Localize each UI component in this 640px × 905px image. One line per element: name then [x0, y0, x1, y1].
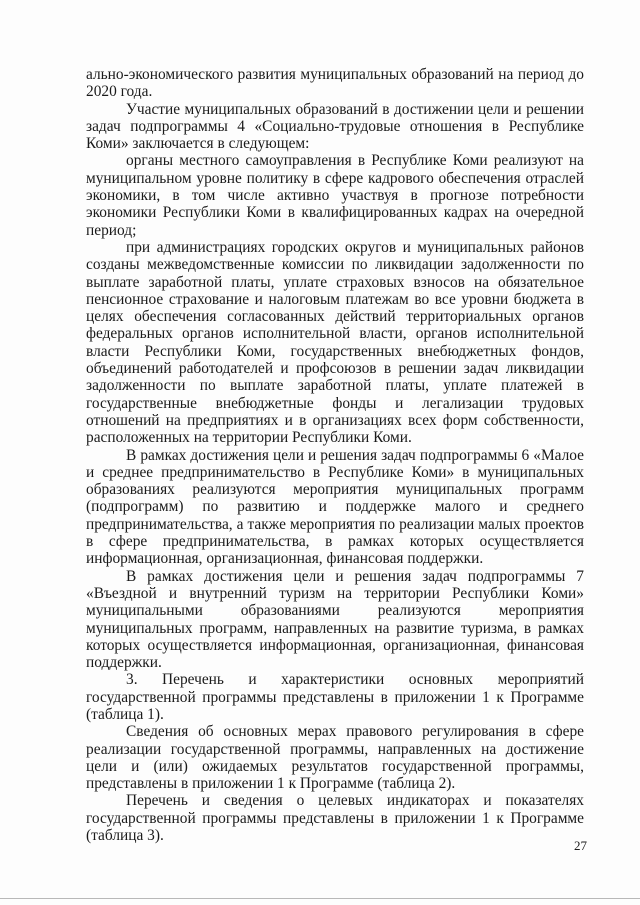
- paragraph-target-indicators: Перечень и сведения о целевых индикаторах и показателях государственной программы представлены в приложении 1 к Программе (таблица 3).: [86, 792, 584, 845]
- paragraph-subprogram-4-intro: Участие муниципальных образований в достижении цели и решении задач подпрограммы 4 «Социально-трудовые отношения в Республике Коми» заключается в следующем:: [86, 100, 584, 153]
- document-body: [86, 66, 584, 844]
- paragraph-wage-arrears-commissions: при администрациях городских округов и муниципальных районов созданы межведомственные комиссии по ликвидации задолженности по выплате заработной платы, уплате страховых взносов на обязательное пенсионное страхование и налоговым платежам во все уровни бюджета в целях обеспечения согласованных действий территориальных органов федеральных органов исполнительной власти, органов исполнительной власти Республики Коми, государственных внебюджетных фондов, объединений работодателей и профсоюзов в решении задач ликвидации задолженности по выплате заработной платы, уплате платежей в государственные внебюджетные фонды и легализации трудовых отношений на предприятиях и в организациях всех форм собственности, расположенных на территории Республики Коми.: [86, 238, 584, 447]
- paragraph-continuation: ально-экономического развития муниципальных образований на период до 2020 года.: [86, 66, 584, 101]
- paragraph-main-activities: 3. Перечень и характеристики основных мероприятий государственной программы представлены в приложении 1 к Программе (таблица 1).: [86, 671, 584, 723]
- paragraph-subprogram-6: В рамках достижения цели и решения задач подпрограммы 6 «Малое и среднее предпринимательство в Республике Коми» в муниципальных образованиях реализуются мероприятия муниципальных программ (подпрограмм) по развитию и поддержке малого и среднего предпринимательства, а также мероприятия по реализации малых проектов в сфере предпринимательства, в рамках которых осуществляется информационная, организационная, финансовая поддержки.: [86, 446, 584, 568]
- scan-edge-divider: [0, 898, 640, 899]
- paragraph-subprogram-7: В рамках достижения цели и решения задач подпрограммы 7 «Въездной и внутренний туризм на территории Республики Коми» муниципальными образованиями реализуются мероприятия муниципальных программ, направленных на развитие туризма, в рамках которых осуществляется информационная, организационная, финансовая поддержки.: [86, 567, 584, 672]
- paragraph-legal-regulation: Сведения об основных мерах правового регулирования в сфере реализации государственной программы, направленных на достижение цели и (или) ожидаемых результатов государственной программы, представлены в приложении 1 к Программе (таблица 2).: [86, 723, 584, 793]
- paragraph-local-government-staffing: органы местного самоуправления в Республике Коми реализуют на муниципальном уровне политику в сфере кадрового обеспечения отраслей экономики, в том числе активно участвуя в прогнозе потребности экономики Республики Коми в квалифицированных кадрах на очередной период;: [86, 152, 584, 239]
- page-number: 27: [574, 838, 587, 853]
